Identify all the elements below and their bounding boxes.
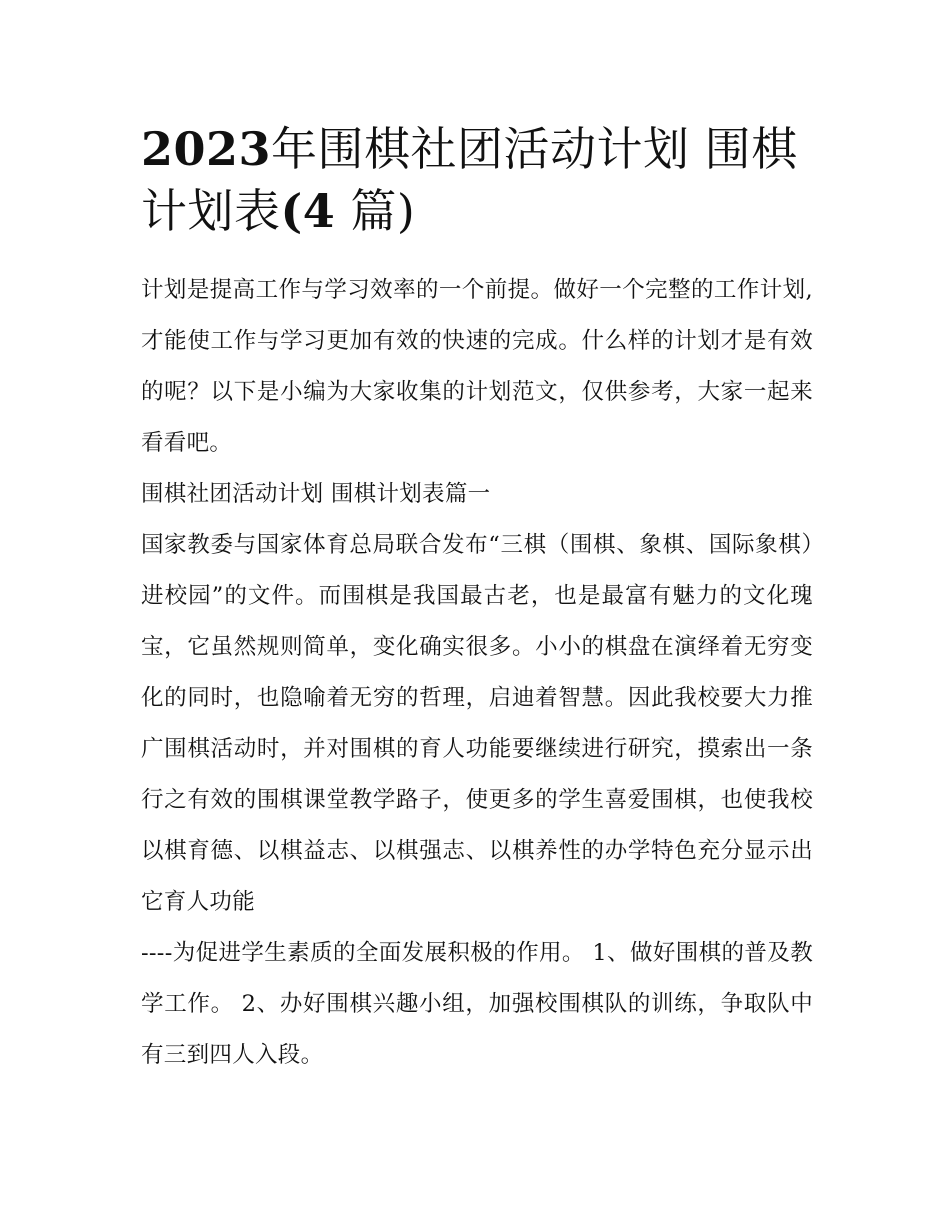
intro-paragraph: 计划是提高工作与学习效率的一个前提。做好一个完整的工作计划,才能使工作与学习更加有效的快速的完成。什么样的计划才是有效的呢？以下是小编为大家收集的计划范文，仅供参考，大家一起来看看吧。 [141,277,813,456]
goals-paragraph: ----为促进学生素质的全面发展积极的作用。 1、做好围棋的普及教学工作。 2、办好围棋兴趣小组，加强校围棋队的训练，争取队中有三到四人入段。 [141,940,813,1068]
title-main: 年围棋社团活动计划 围棋计划表 [141,122,798,238]
title-tail: 篇) [335,184,416,238]
document-content [141,118,813,1081]
body-paragraph: 国家教委与国家体育总局联合发布“三棋（围棋、象棋、国际象棋）进校园”的文件。而围棋是我国最古老，也是最富有魅力的文化瑰宝，它虽然规则简单，变化确实很多。小小的棋盘在演绎着无穷变化的同时，也隐喻着无穷的哲理，启迪着智慧。因此我校要大力推广围棋活动时，并对围棋的育人功能要继续进行研究，摸索出一条行之有效的围棋课堂教学路子，使更多的学生喜爱围棋，也使我校以棋育德、以棋益志、以棋强志、以棋养性的办学特色充分显示出它育人功能 [141,532,813,915]
document-title [141,118,813,242]
section-heading: 围棋社团活动计划 围棋计划表篇一 [141,481,491,507]
title-count: (4 [280,184,336,238]
title-year: 2023 [141,122,272,176]
